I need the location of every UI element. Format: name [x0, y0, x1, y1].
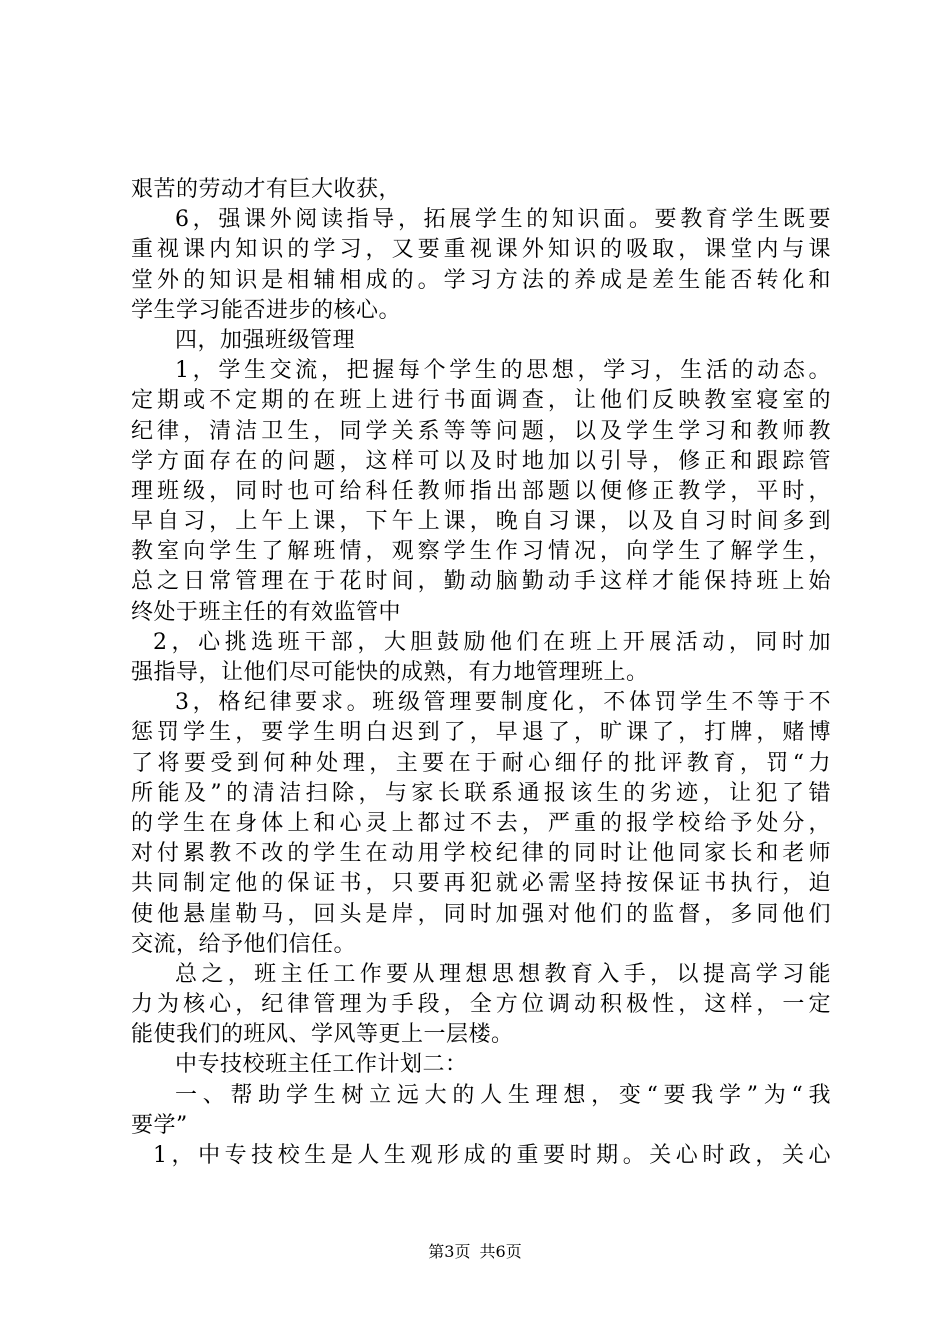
text-line: 要学”	[131, 1112, 188, 1138]
text-line: 学方面存在的问题，这样可以及时地加以引导，修正和跟踪管	[131, 448, 831, 474]
text-line: 3，格纪律要求。班级管理要制度化，不体罚学生不等于不	[175, 690, 831, 716]
document-body	[131, 175, 831, 1171]
text-line: 惩罚学生，要学生明白迟到了，早退了，旷课了，打牌，赌博	[131, 720, 831, 746]
text-line: 总之日常管理在于花时间，勤动脑勤动手这样才能保持班上始	[131, 569, 831, 595]
text-line: 堂外的知识是相辅相成的。学习方法的养成是差生能否转化和	[131, 267, 831, 293]
page-number: 第3页	[428, 1242, 471, 1261]
text-line: 力为核心，纪律管理为手段，全方位调动积极性，这样，一定	[131, 992, 831, 1018]
text-line: 的学生在身体上和心灵上都过不去，严重的报学校给予处分，	[131, 810, 831, 836]
text-line: 教室向学生了解班情，观察学生作习情况，向学生了解学生，	[131, 539, 831, 565]
text-line: 共同制定他的保证书，只要再犯就必需坚持按保证书执行，迫	[131, 871, 831, 897]
text-line: 学生学习能否进步的核心。	[131, 297, 402, 323]
text-line: 交流，给予他们信任。	[131, 931, 357, 957]
text-line: 四，加强班级管理	[175, 327, 356, 353]
text-line: 对付累教不改的学生在动用学校纪律的同时让他同家长和老师	[131, 841, 831, 867]
text-line: 所能及”的清洁扫除，与家长联系通报该生的劣迹，让犯了错	[131, 780, 831, 806]
page-total: 共6页	[479, 1242, 522, 1261]
text-line: 早自习，上午上课，下午上课，晚自习课，以及自习时间多到	[131, 509, 831, 535]
text-line: 1，学生交流，把握每个学生的思想，学习，生活的动态。	[175, 358, 831, 384]
text-line: 理班级，同时也可给科任教师指出部题以便修正教学，平时，	[131, 478, 831, 504]
text-line: 了将要受到何种处理，主要在于耐心细仔的批评教育，罚“力	[131, 750, 831, 776]
text-line: 一、帮助学生树立远大的人生理想，变“要我学”为“我	[175, 1082, 831, 1108]
text-line: 中专技校班主任工作计划二：	[175, 1052, 468, 1078]
text-line: 艰苦的劳动才有巨大收获，	[131, 177, 402, 202]
text-line: 总之，班主任工作要从理想思想教育入手，以提高学习能	[175, 961, 831, 987]
text-line: 能使我们的班风、学风等更上一层楼。	[131, 1022, 514, 1048]
text-line: 1，中专技校生是人生观形成的重要时期。关心时政，关心	[153, 1143, 831, 1168]
text-line: 重视课内知识的学习，又要重视课外知识的吸取，课堂内与课	[131, 237, 831, 263]
text-line: 强指导，让他们尽可能快的成熟，有力地管理班上。	[131, 660, 649, 685]
page-footer	[0, 1242, 950, 1262]
text-line: 6，强课外阅读指导，拓展学生的知识面。要教育学生既要	[175, 207, 831, 233]
text-line: 2，心挑选班干部，大胆鼓励他们在班上开展活动，同时加	[153, 629, 831, 655]
text-line: 纪律，清洁卫生，同学关系等等问题，以及学生学习和教师教	[131, 418, 831, 444]
text-line: 使他悬崖勒马，回头是岸，同时加强对他们的监督，多同他们	[131, 901, 831, 927]
text-line: 定期或不定期的在班上进行书面调查，让他们反映教室寝室的	[131, 388, 831, 414]
text-line: 终处于班主任的有效监管中	[131, 599, 402, 625]
